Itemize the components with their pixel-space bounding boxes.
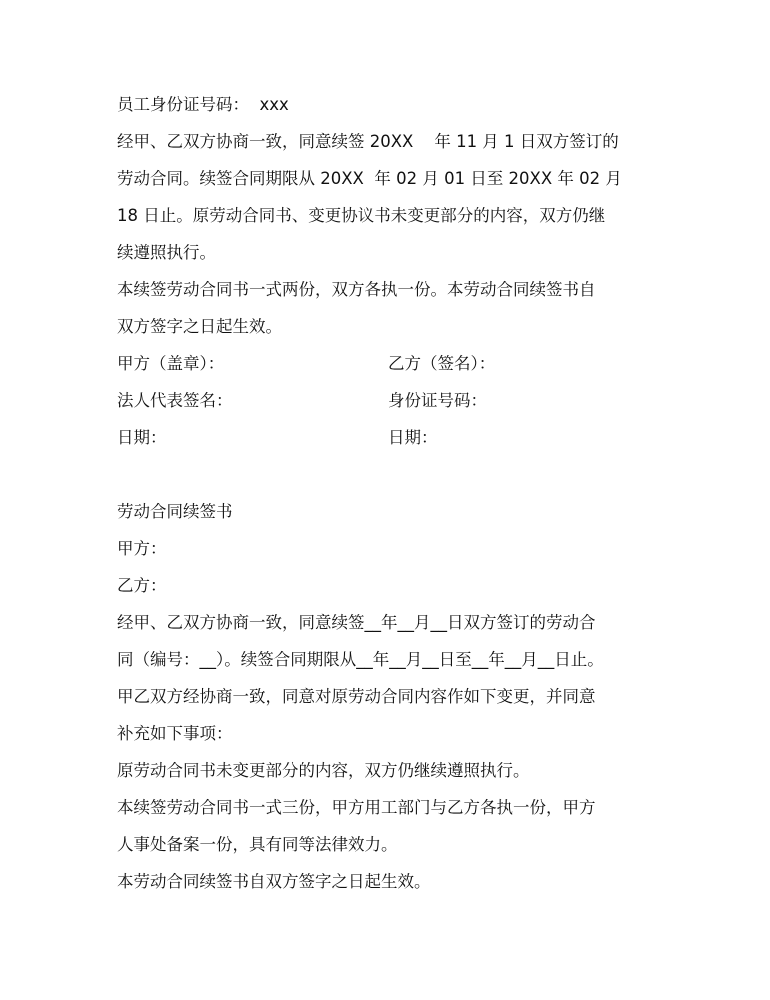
date-b-label: 日期：	[388, 428, 438, 447]
id-number-label: 身份证号码：	[388, 391, 487, 410]
text-line: 经甲、乙双方协商一致，同意续签 20XX 年 11 月 1 日双方签订的	[117, 132, 619, 151]
text-line: 同（编号：__）。续签合同期限从__年__月__日至__年__月__日止。	[117, 650, 604, 669]
text-line: 人事处备案一份，具有同等法律效力。	[117, 835, 398, 854]
text-line: 劳动合同。续签合同期限从 20XX 年 02 月 01 日至 20XX 年 02 月	[117, 169, 622, 188]
text-line: 经甲、乙双方协商一致，同意续签__年__月__日双方签订的劳动合	[117, 613, 596, 632]
text-line: 双方签字之日起生效。	[117, 317, 282, 336]
document-body	[117, 86, 662, 900]
employee-id-line: 员工身份证号码： xxx	[117, 95, 289, 114]
section-title: 劳动合同续签书	[117, 502, 233, 521]
party-a-label: 甲方：	[117, 539, 167, 558]
text-line: 本续签劳动合同书一式两份，双方各执一份。本劳动合同续签书自	[117, 280, 596, 299]
legal-rep-label: 法人代表签名：	[117, 391, 233, 410]
signature-row	[117, 382, 662, 419]
text-line: 补充如下事项：	[117, 724, 233, 743]
renewal-paragraph-2	[117, 271, 662, 345]
text-line: 续遵照执行。	[117, 243, 216, 262]
section-2	[117, 493, 662, 900]
signature-row	[117, 419, 662, 456]
text-line: 甲乙双方经协商一致，同意对原劳动合同内容作如下变更，并同意	[117, 687, 596, 706]
text-line: 18 日止。原劳动合同书、变更协议书未变更部分的内容，双方仍继	[117, 206, 606, 225]
signature-block	[117, 345, 662, 456]
renewal-paragraph-1	[117, 123, 662, 271]
text-line: 原劳动合同书未变更部分的内容，双方仍继续遵照执行。	[117, 761, 530, 780]
signature-row	[117, 345, 662, 382]
party-a-seal-label: 甲方（盖章）：	[117, 354, 225, 373]
party-b-label: 乙方：	[117, 576, 167, 595]
text-line: 本劳动合同续签书自双方签字之日起生效。	[117, 872, 431, 891]
party-b-sign-label: 乙方（签名）：	[388, 354, 496, 373]
section-spacer	[117, 456, 662, 493]
date-a-label: 日期：	[117, 428, 167, 447]
text-line: 本续签劳动合同书一式三份，甲方用工部门与乙方各执一份，甲方	[117, 798, 596, 817]
